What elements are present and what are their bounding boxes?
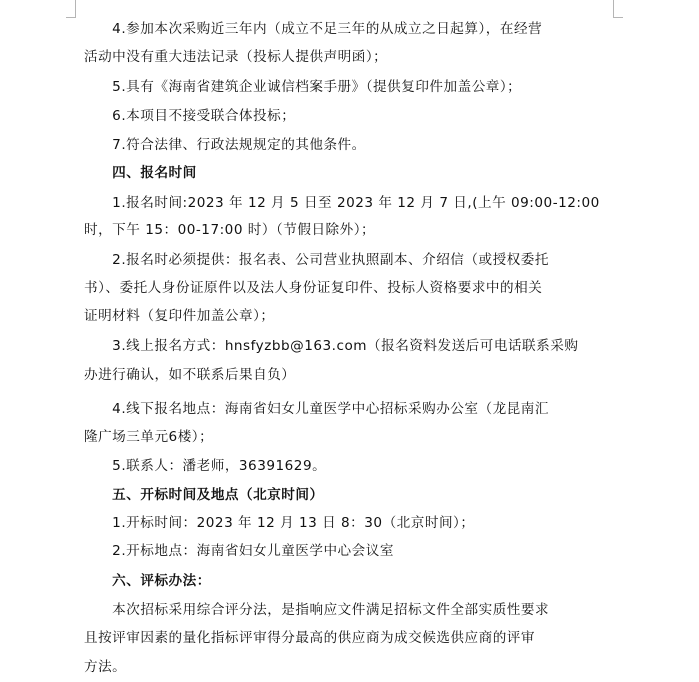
online-registration-line-2: 办进行确认，如不联系后果自负） [84,367,296,383]
evaluation-method-line-3: 方法。 [84,659,127,675]
offline-registration-line-2: 隆广场三单元6楼）； [84,429,214,445]
bid-opening-time-line: 1.开标时间：2023 年 12 月 13 日 8：30（北京时间）； [84,515,475,531]
offline-registration-line-1: 4.线下报名地点：海南省妇女儿童医学中心招标采购办公室（龙昆南汇 [84,401,549,417]
requirement-5: 5.具有《海南省建筑企业诚信档案手册》（提供复印件加盖公章）； [84,79,522,95]
evaluation-method-line-2: 且按评审因素的量化指标评审得分最高的供应商为成交候选供应商的评审 [84,630,535,646]
requirement-7: 7.符合法律、行政法规规定的其他条件。 [84,137,366,153]
required-documents-line-3: 证明材料（复印件加盖公章）； [84,308,275,324]
required-documents-line-1: 2.报名时必须提供：报名表、公司营业执照副本、介绍信（或授权委托 [84,252,549,268]
requirement-6: 6.本项目不接受联合体投标； [84,108,296,124]
evaluation-method-line-1: 本次招标采用综合评分法，是指响应文件满足招标文件全部实质性要求 [84,602,550,618]
contact-person-line: 5.联系人：潘老师，36391629。 [84,458,327,474]
requirement-4-line-2: 活动中没有重大违法记录（投标人提供声明函）； [84,49,388,65]
requirement-4-line-1: 4.参加本次采购近三年内（成立不足三年的从成立之日起算），在经营 [84,21,543,37]
registration-time-line-2: 时，下午 15：00-17:00 时）（节假日除外）； [84,222,376,238]
registration-time-line-1: 1.报名时间:2023 年 12 月 5 日至 2023 年 12 月 7 日,(上午 09:00-12:00 [84,195,600,211]
section-heading-evaluation-method: 六、评标办法： [84,573,211,589]
top-left-margin-mark [66,0,76,18]
required-documents-line-2: 书）、委托人身份证原件以及法人身份证复印件、投标人资格要求中的相关 [84,280,543,296]
section-heading-bid-opening: 五、开标时间及地点（北京时间） [84,487,324,503]
bid-opening-location-line: 2.开标地点：海南省妇女儿童医学中心会议室 [84,543,394,559]
online-registration-line-1: 3.线上报名方式：hnsfyzbb@163.com（报名资料发送后可电话联系采购 [84,338,579,354]
top-right-margin-mark [613,0,623,18]
section-heading-registration-time: 四、报名时间 [84,165,197,181]
